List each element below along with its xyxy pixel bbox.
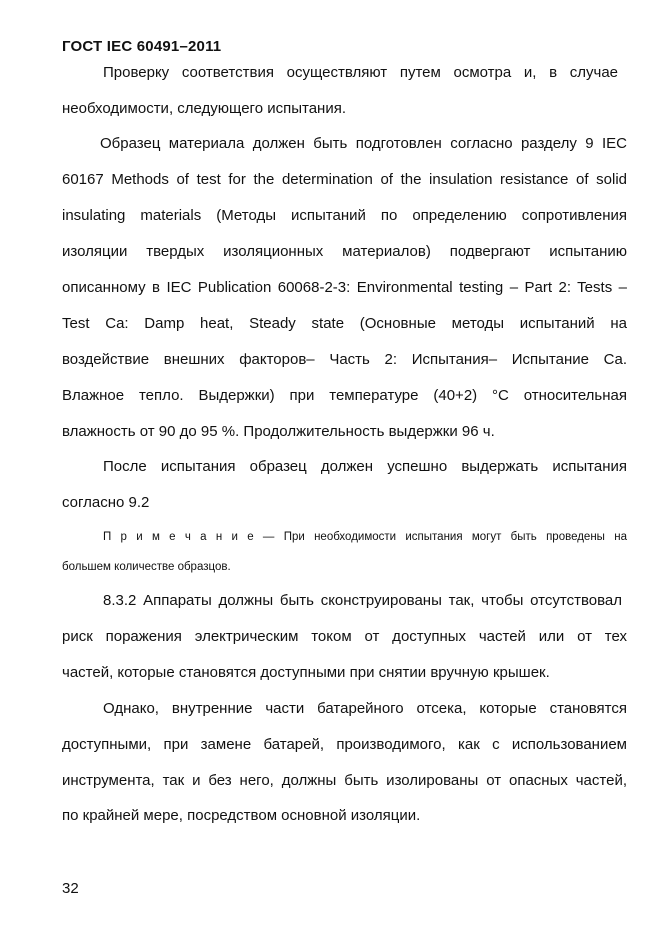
page-header: ГОСТ IEC 60491–2011 [62,38,222,55]
paragraph-2-line-3: insulating materials (Методы испытаний по определению сопротивления [62,207,627,224]
paragraph-2-line-1: Образец материала должен быть подготовлен согласно разделу 9 IEC [100,135,627,152]
paragraph-1-line-1: Проверку соответствия осуществляют путем осмотра и, в случае [103,64,618,81]
note-line-1: П р и м е ч а н и е — При необходимости испытания могут быть проведены на [103,531,627,543]
paragraph-4-line-3: частей, которые становятся доступными при снятии вручную крышек. [62,664,550,681]
paragraph-5-line-4: по крайней мере, посредством основной изоляции. [62,807,421,824]
paragraph-3-line-2: согласно 9.2 [62,494,150,511]
paragraph-4-line-2: риск поражения электрическим током от доступных частей или от тех [62,628,627,645]
paragraph-2-line-5: описанному в IEC Publication 60068-2-3: Environmental testing – Part 2: Tests – [62,279,627,296]
paragraph-2-line-6: Test Ca: Damp heat, Steady state (Основные методы испытаний на [62,315,627,332]
paragraph-2-line-7: воздействие внешних факторов– Часть 2: Испытания– Испытание Ca. [62,351,627,368]
paragraph-5-line-3: инструмента, так и без него, должны быть изолированы от опасных частей, [62,772,627,789]
paragraph-2-line-8: Влажное тепло. Выдержки) при температуре (40+2) °С относительная [62,387,627,404]
paragraph-3-line-1: После испытания образец должен успешно выдержать испытания [103,458,627,475]
paragraph-5-line-2: доступными, при замене батарей, производимого, как с использованием [62,736,627,753]
paragraph-2-line-9: влажность от 90 до 95 %. Продолжительность выдержки 96 ч. [62,423,495,440]
page-number: 32 [62,880,79,897]
note-line-2: большем количестве образцов. [62,561,231,573]
paragraph-1-line-2: необходимости, следующего испытания. [62,100,346,117]
paragraph-2-line-4: изоляции твердых изоляционных материалов) подвергают испытанию [62,243,627,260]
paragraph-5-line-1: Однако, внутренние части батарейного отсека, которые становятся [103,700,627,717]
paragraph-4-line-1: 8.3.2 Аппараты должны быть сконструированы так, чтобы отсутствовал [103,592,622,609]
paragraph-2-line-2: 60167 Methods of test for the determination of the insulation resistance of solid [62,171,627,188]
